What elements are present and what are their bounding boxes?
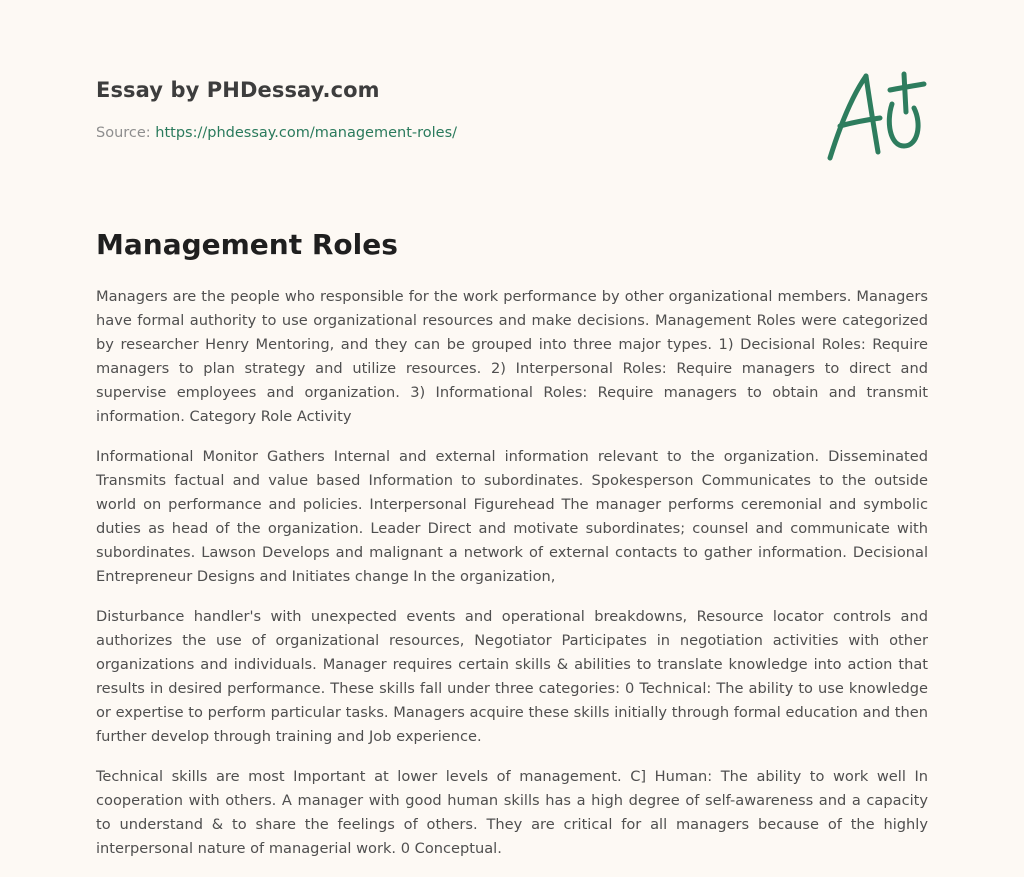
source-label: Source: (96, 125, 156, 141)
essay-body (96, 285, 928, 877)
essay-paragraph: Technical skills are most Important at lower levels of management. C] Human: The ability to work well In cooperation with others. A manager with good human skills has a high degree of self-awareness and a capacity to understand & to share the feelings of others. They are critical for all managers because of the highly interpersonal nature of managerial work. 0 Conceptual. (96, 768, 928, 857)
source-line (96, 123, 457, 143)
site-title: Essay by PHDessay.com (96, 78, 380, 102)
a-plus-logo-icon (820, 66, 930, 166)
source-link[interactable]: https://phdessay.com/management-roles/ (155, 125, 458, 141)
essay-title: Management Roles (96, 228, 398, 261)
essay-paragraph: Informational Monitor Gathers Internal and external information relevant to the organization. Disseminated Transmits factual and value based Information to subordinates. Spokesperson Communicates to the outside world on performance and policies. Interpersonal Figurehead The manager performs ceremonial and symbolic duties as head of the organization. Leader Direct and motivate subordinates; counsel and communicate with subordinates. Lawson Develops and malignant a network of external contacts to gather information. Decisional Entrepreneur Designs and Initiates change In the organization, (96, 448, 928, 585)
essay-paragraph: Disturbance handler's with unexpected events and operational breakdowns, Resource locator controls and authorizes the use of organizational resources, Negotiator Participates in negotiation activities with other organizations and individuals. Manager requires certain skills & abilities to translate knowledge into action that results in desired performance. These skills fall under three categories: 0 Technical: The ability to use knowledge or expertise to perform particular tasks. Managers acquire these skills initially through formal education and then further develop through training and Job experience. (96, 608, 928, 745)
essay-paragraph: Managers are the people who responsible for the work performance by other organizational members. Managers have formal authority to use organizational resources and make decisions. Management Roles were categorized by researcher Henry Mentoring, and they can be grouped into three major types. 1) Decisional Roles: Require managers to plan strategy and utilize resources. 2) Interpersonal Roles: Require managers to direct and supervise employees and organization. 3) Informational Roles: Require managers to obtain and transmit information. Category Role Activity (96, 288, 928, 425)
